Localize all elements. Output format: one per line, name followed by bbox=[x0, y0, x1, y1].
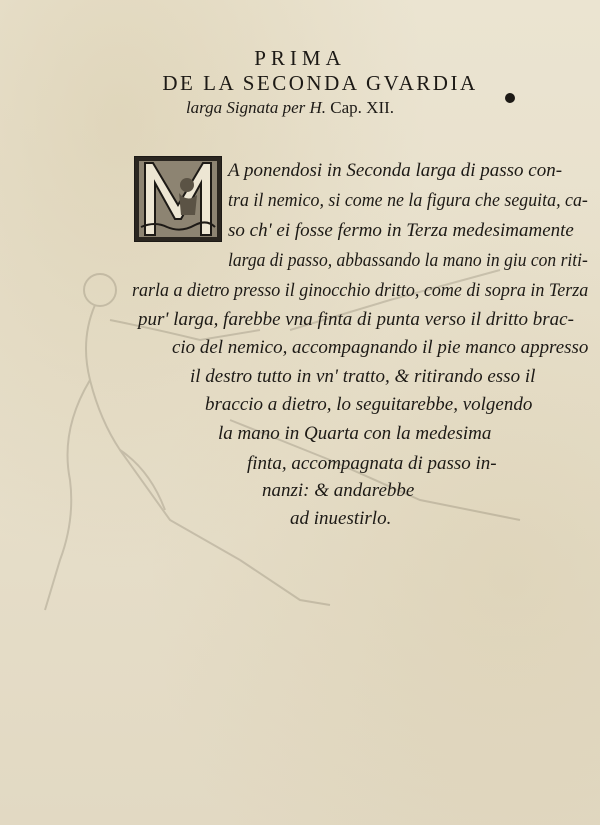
body-line-9: braccio a dietro, lo seguitarebbe, volgendo bbox=[205, 394, 533, 415]
ink-dot-ornament bbox=[505, 93, 515, 103]
body-line-2: tra il nemico, si come ne la figura che seguita, ca- bbox=[228, 190, 588, 211]
chapter-heading-line-2: DE LA SECONDA GVARDIA bbox=[162, 71, 478, 95]
body-line-4: larga di passo, abbassando la mano in giu con riti- bbox=[228, 250, 588, 271]
body-line-1: A ponendosi in Seconda larga di passo con- bbox=[228, 160, 563, 181]
chapter-subtitle: larga Signata per H. bbox=[185, 98, 327, 117]
chapter-heading-line-1: PRIMA bbox=[254, 46, 346, 70]
decorated-initial-letter bbox=[134, 156, 222, 242]
chapter-heading-line-3 bbox=[60, 98, 520, 118]
body-line-12: nanzi: & andarebbe bbox=[262, 480, 415, 501]
body-line-3: so ch' ei fosse fermo in Terza medesimamente bbox=[228, 220, 574, 241]
body-line-7: cio del nemico, accompagnando il pie manco appresso bbox=[172, 337, 589, 358]
body-line-11: finta, accompagnata di passo in- bbox=[247, 453, 497, 474]
body-line-6: pur' larga, farebbe vna finta di punta verso il dritto brac- bbox=[138, 309, 574, 330]
body-line-13: ad inuestirlo. bbox=[290, 508, 392, 529]
woodcut-initial-illustration bbox=[135, 157, 221, 241]
body-line-10: la mano in Quarta con la medesima bbox=[218, 423, 492, 444]
body-line-8: il destro tutto in vn' tratto, & ritirando esso il bbox=[190, 366, 536, 387]
body-line-5: rarla a dietro presso il ginocchio dritto, come di sopra in Terza bbox=[132, 280, 589, 301]
chapter-number: Cap. XII. bbox=[330, 98, 395, 117]
